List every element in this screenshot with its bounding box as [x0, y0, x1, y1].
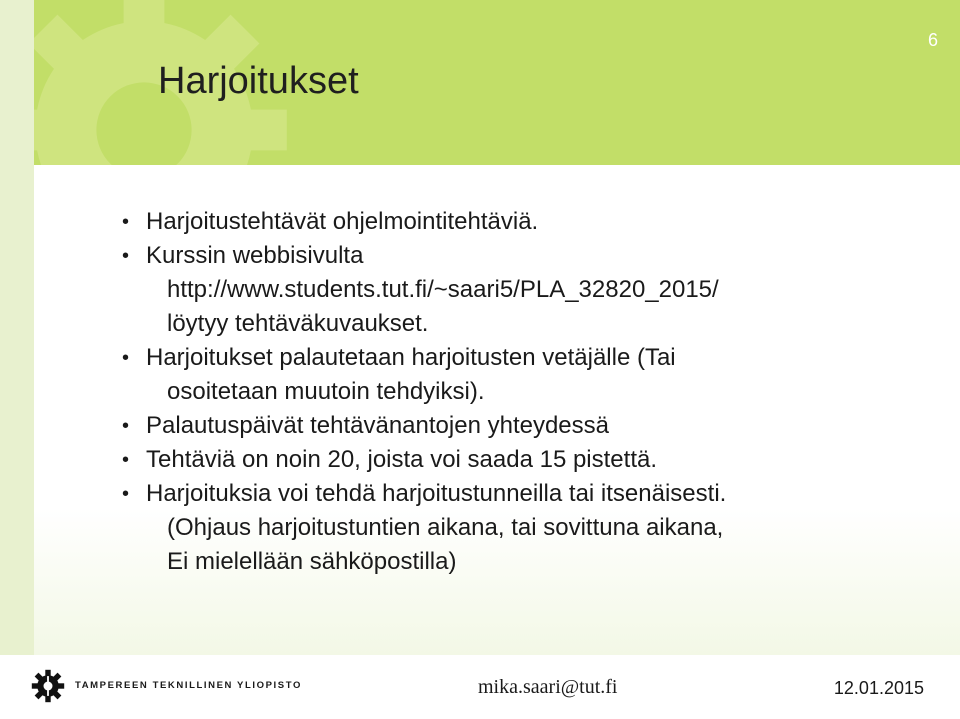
bullet-item	[122, 341, 902, 409]
bullet-text: Tehtäviä on noin 20, joista voi saada 15 pistettä.	[146, 446, 658, 473]
bullet-list	[122, 205, 902, 579]
university-name: TAMPEREEN TEKNILLINEN YLIOPISTO	[75, 680, 302, 691]
bullet-continuation: löytyy tehtäväkuvaukset.	[167, 310, 429, 337]
bullet-item	[122, 443, 902, 477]
bullet-text: Harjoitustehtävät ohjelmointitehtäviä.	[146, 208, 539, 235]
bullet-item	[122, 205, 902, 239]
author-email: mika.saari@tut.fi	[478, 676, 618, 698]
left-band	[0, 0, 34, 719]
bullet-text: Harjoitukset palautetaan harjoitusten vetäjälle (Tai	[146, 344, 676, 371]
bullet-continuation: osoitetaan muutoin tehdyiksi).	[167, 378, 485, 405]
bullet-url: http://www.students.tut.fi/~saari5/PLA_32820_2015/	[167, 276, 719, 303]
bullet-text: Harjoituksia voi tehdä harjoitustunneilla tai itsenäisesti.	[146, 480, 727, 507]
bullet-item	[122, 477, 902, 579]
slide-title: Harjoitukset	[158, 60, 359, 102]
bullet-continuation: (Ohjaus harjoitustuntien aikana, tai sovittuna aikana,	[167, 514, 724, 541]
bullet-text: Kurssin webbisivulta	[146, 242, 364, 269]
page-number: 6	[927, 30, 938, 50]
bullet-continuation: Ei mielellään sähköpostilla)	[167, 548, 457, 575]
bullet-item	[122, 409, 902, 443]
bullet-text: Palautuspäivät tehtävänantojen yhteydessä	[146, 412, 609, 439]
slide-date: 12.01.2015	[833, 678, 924, 698]
tut-logo-icon	[30, 668, 66, 704]
bullet-item	[122, 239, 902, 341]
